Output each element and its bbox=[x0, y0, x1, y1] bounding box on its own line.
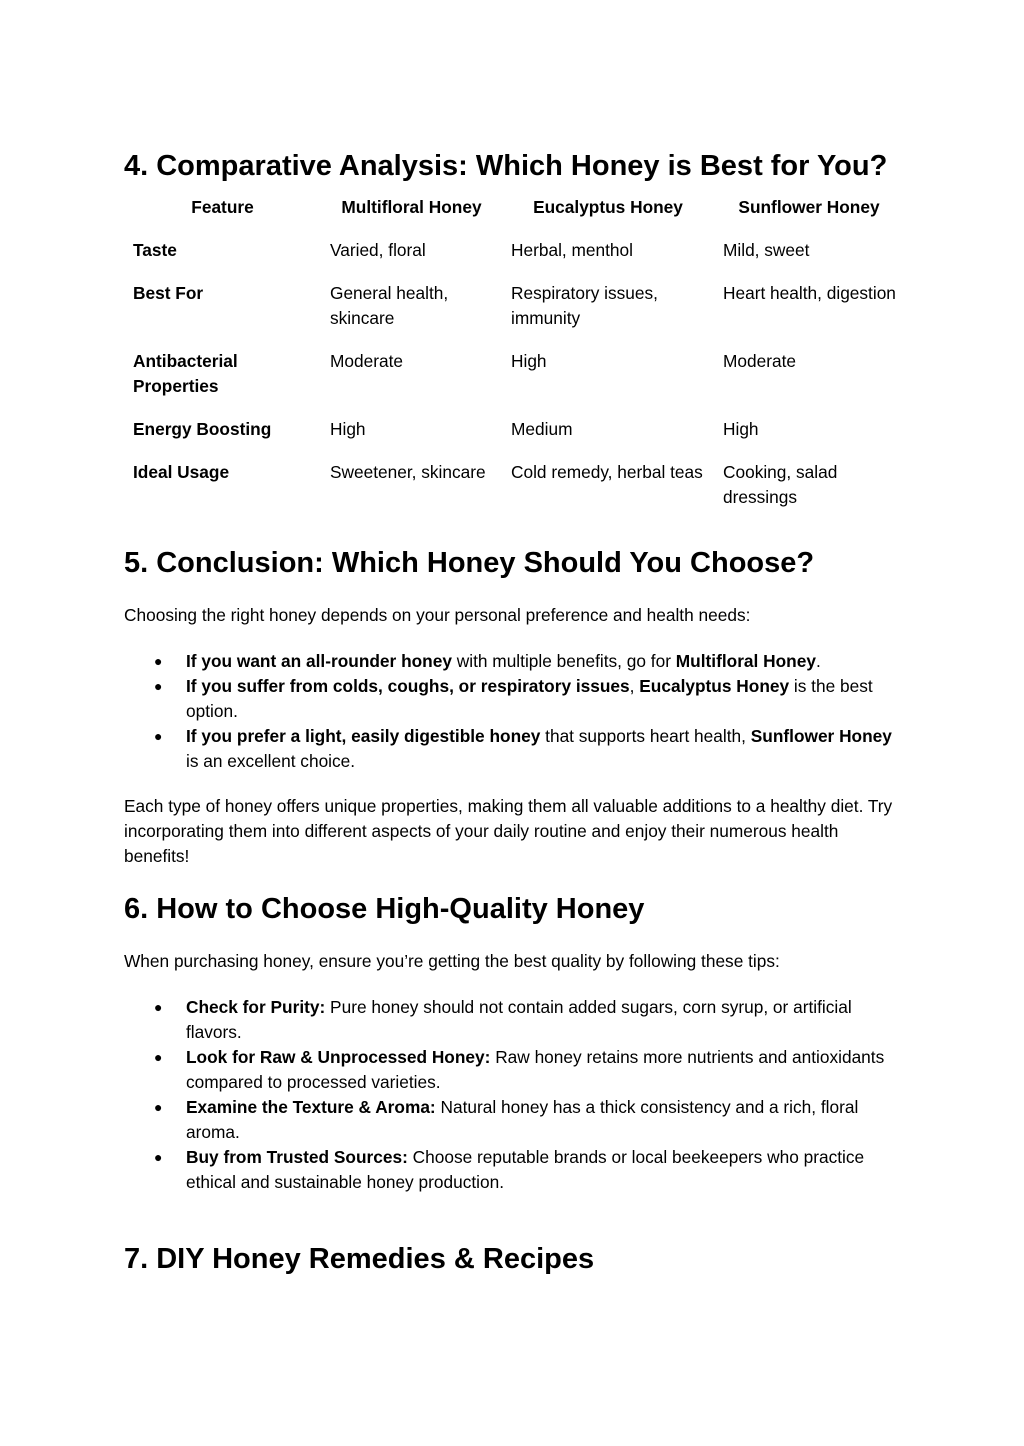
bullet-icon: ● bbox=[154, 1099, 163, 1115]
table-row bbox=[124, 281, 904, 349]
tip-text: Choose reputable brands or local beekeepers who practice ethical and sustainable honey production. bbox=[186, 1147, 865, 1192]
bullet-text: with multiple benefits, go for bbox=[451, 651, 676, 671]
bullet-bold-text: Multifloral Honey bbox=[675, 651, 816, 671]
list-item bbox=[124, 649, 899, 674]
list-item bbox=[124, 995, 899, 1045]
bullet-icon: ● bbox=[154, 999, 163, 1015]
list-item bbox=[124, 1095, 899, 1145]
table-cell: Medium bbox=[511, 419, 573, 439]
quality-intro: When purchasing honey, ensure you’re getting the best quality by following these tips: bbox=[124, 951, 780, 971]
list-item bbox=[124, 674, 899, 724]
table-cell: High bbox=[723, 419, 759, 439]
bullet-text: is the best option. bbox=[186, 676, 873, 721]
bullet-bold-text: If you prefer a light, easily digestible honey bbox=[186, 726, 541, 746]
bullet-icon: ● bbox=[154, 678, 163, 694]
table-cell: Cold remedy, herbal teas bbox=[511, 462, 703, 482]
table-row bbox=[124, 238, 904, 281]
tip-text: Pure honey should not contain added sugars, corn syrup, or artificial flavors. bbox=[186, 997, 852, 1042]
tip-label: Look for Raw & Unprocessed Honey: bbox=[186, 1047, 491, 1067]
tip-text: Raw honey retains more nutrients and antioxidants compared to processed varieties. bbox=[186, 1047, 885, 1092]
table-cell: Sweetener, skincare bbox=[330, 462, 486, 482]
conclusion-closing: Each type of honey offers unique properties, making them all valuable additions to a healthy diet. Try incorporating them into different aspects of your daily routine and enjoy their numerous health benefits! bbox=[124, 796, 893, 866]
table-cell: High bbox=[511, 351, 547, 371]
list-item bbox=[124, 1145, 899, 1195]
quality-tips-list bbox=[124, 995, 899, 1195]
bullet-bold-text: If you want an all-rounder honey bbox=[186, 651, 452, 671]
table-cell: Mild, sweet bbox=[723, 240, 810, 260]
section-heading-diy-remedies: 7. DIY Honey Remedies & Recipes bbox=[124, 1243, 595, 1275]
table-cell: Herbal, menthol bbox=[511, 240, 633, 260]
bullet-icon: ● bbox=[154, 1049, 163, 1065]
table-row-label: Antibacterial Properties bbox=[133, 351, 238, 396]
list-item bbox=[124, 724, 899, 774]
conclusion-intro: Choosing the right honey depends on your personal preference and health needs: bbox=[124, 605, 751, 625]
bullet-text: is an excellent choice. bbox=[186, 751, 356, 771]
bullet-icon: ● bbox=[154, 1149, 163, 1165]
section-heading-conclusion: 5. Conclusion: Which Honey Should You Choose? bbox=[124, 547, 815, 579]
table-row-label: Ideal Usage bbox=[133, 462, 230, 482]
table-row bbox=[124, 349, 904, 417]
bullet-icon: ● bbox=[154, 653, 163, 669]
list-item bbox=[124, 1045, 899, 1095]
table-header-cell: Sunflower Honey bbox=[738, 197, 880, 217]
table-cell: High bbox=[330, 419, 366, 439]
table-header-cell: Eucalyptus Honey bbox=[533, 197, 683, 217]
tip-text: Natural honey has a thick consistency and a rich, floral aroma. bbox=[186, 1097, 859, 1142]
table-row-label: Taste bbox=[133, 240, 177, 260]
table-row bbox=[124, 417, 904, 460]
table-cell: Moderate bbox=[330, 351, 404, 371]
section-heading-choose-quality: 6. How to Choose High-Quality Honey bbox=[124, 893, 645, 925]
table-cell: Varied, floral bbox=[330, 240, 426, 260]
table-header-row bbox=[124, 193, 904, 238]
bullet-bold-text: Eucalyptus Honey bbox=[639, 676, 790, 696]
bullet-text: , bbox=[629, 676, 640, 696]
table-cell: Respiratory issues, immunity bbox=[511, 283, 658, 328]
conclusion-bullet-list bbox=[124, 649, 899, 774]
tip-label: Check for Purity: bbox=[186, 997, 326, 1017]
table-cell: Cooking, salad dressings bbox=[723, 462, 838, 507]
table-row bbox=[124, 460, 904, 510]
table-row-label: Best For bbox=[133, 283, 204, 303]
table-cell: Moderate bbox=[723, 351, 797, 371]
table-row-label: Energy Boosting bbox=[133, 419, 272, 439]
tip-label: Examine the Texture & Aroma: bbox=[186, 1097, 436, 1117]
table-header-cell: Feature bbox=[191, 197, 254, 217]
table-cell: General health, skincare bbox=[330, 283, 449, 328]
tip-label: Buy from Trusted Sources: bbox=[186, 1147, 408, 1167]
bullet-bold-text: Sunflower Honey bbox=[750, 726, 892, 746]
bullet-text: that supports heart health, bbox=[540, 726, 751, 746]
bullet-text: . bbox=[815, 651, 821, 671]
bullet-icon: ● bbox=[154, 728, 163, 744]
bullet-bold-text: If you suffer from colds, coughs, or respiratory issues bbox=[186, 676, 630, 696]
table-header-cell: Multifloral Honey bbox=[341, 197, 482, 217]
table-cell: Heart health, digestion bbox=[723, 283, 896, 303]
comparison-table bbox=[124, 193, 904, 510]
section-heading-comparative-analysis: 4. Comparative Analysis: Which Honey is Best for You? bbox=[124, 150, 888, 182]
